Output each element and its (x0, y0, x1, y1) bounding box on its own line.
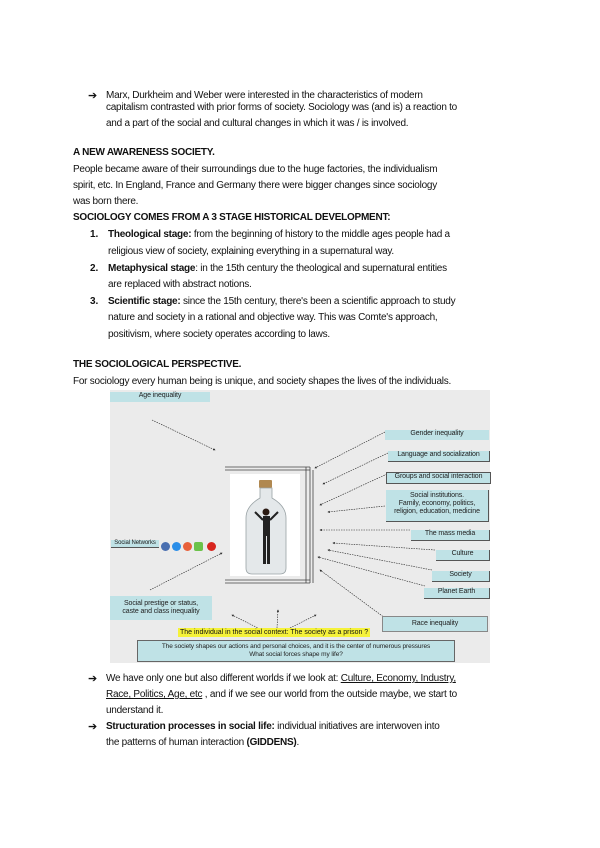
institutions-title: Social institutions. (409, 492, 465, 499)
summary-line: The society shapes our actions and personal choices, and it is the center of numerous pressures (161, 643, 431, 650)
paragraph-line: For sociology every human being is unique, and society shapes the lives of the individuals. (73, 376, 452, 387)
closing-line (106, 737, 299, 749)
prestige-line: Social prestige or status, (123, 600, 199, 607)
stage-term: Metaphysical stage (108, 263, 196, 274)
stage-term: Scientific stage: (108, 296, 181, 307)
closing-line (106, 721, 440, 733)
bold-term: (GIDDENS) (246, 737, 297, 748)
diagram-caption: The individual in the social context: The society as a prison ? (180, 629, 369, 636)
stage-term: Theological stage: (108, 229, 192, 240)
stage-text: : in the 15th century the theological and supernatural entities (195, 263, 447, 274)
label-age-inequality: Age inequality (110, 392, 210, 402)
bold-term: Structuration processes in social life: (106, 721, 275, 732)
sociology-prison-diagram (110, 390, 490, 663)
list-number: 1. (90, 229, 99, 240)
social-network-icon (161, 542, 170, 551)
stage-text: since the 15th century, there's been a scientific approach to study (180, 296, 456, 307)
label-race-inequality: Race inequality (382, 616, 488, 632)
social-network-icon (183, 542, 192, 551)
section-heading: SOCIOLOGY COMES FROM A 3 STAGE HISTORICAL DEVELOPMENT: (73, 212, 391, 223)
label-culture: Culture (436, 550, 490, 561)
label-groups-interaction: Groups and social interaction (386, 472, 491, 484)
paragraph-line: People became aware of their surroundings due to the huge factories, the individualism (73, 164, 438, 175)
social-network-icon (172, 542, 181, 551)
text: We have only one but also different worlds if we look at: (106, 673, 341, 684)
label-mass-media: The mass media (411, 530, 490, 541)
list-item (108, 296, 455, 308)
text: individual initiatives are interwoven into (274, 721, 440, 732)
label-society: Society (432, 571, 490, 582)
list-item-line: are replaced with abstract notions. (108, 279, 252, 290)
intro-line: and a part of the social and cultural changes in which it was / is involved. (106, 118, 409, 129)
list-number: 3. (90, 296, 99, 307)
label-gender-inequality: Gender inequality (385, 430, 489, 440)
list-item-line: positivism, where society operates according to laws. (108, 329, 330, 340)
label-social-prestige (110, 596, 212, 620)
underlined-text: Race, Politics, Age, etc (106, 689, 203, 700)
institutions-line: Family, economy, politics, (398, 500, 476, 507)
section-heading: A NEW AWARENESS SOCIETY. (73, 147, 215, 158)
arrow-bullet-icon: ➔ (88, 673, 98, 685)
section-heading: THE SOCIOLOGICAL PERSPECTIVE. (73, 359, 242, 370)
stage-text: from the beginning of history to the middle ages people had a (191, 229, 450, 240)
list-item-line: nature and society in a rational and objective way. This was Comte's approach, (108, 312, 438, 323)
text: . (296, 737, 299, 748)
label-social-institutions (386, 490, 489, 522)
list-item-line: religious view of society, explaining everything in a supernatural way. (108, 246, 394, 257)
social-network-icon (194, 542, 203, 551)
intro-line: capitalism contrasted with prior forms of society. Sociology was (and is) a reaction to (106, 102, 457, 113)
institutions-line: religion, education, medicine (394, 508, 480, 515)
bottle-image (230, 474, 300, 576)
summary-line: What social forces shape my life? (249, 651, 343, 658)
label-planet-earth: Planet Earth (424, 588, 490, 599)
closing-line (106, 689, 457, 701)
label-language-socialization: Language and socialization (388, 451, 490, 462)
list-item (108, 263, 447, 275)
diagram-summary-box (137, 640, 455, 662)
paragraph-line: was born there. (73, 196, 139, 207)
text: the patterns of human interaction (106, 737, 247, 748)
label-social-networks: Social Networks (111, 540, 159, 548)
arrow-bullet-icon: ➔ (88, 721, 98, 733)
prestige-line: caste and class inequality (122, 608, 200, 615)
underlined-text: Culture, Economy, Industry, (340, 673, 456, 684)
closing-line (106, 673, 456, 685)
weibo-icon (207, 542, 216, 551)
closing-line: understand it. (106, 705, 164, 716)
arrow-bullet-icon: ➔ (88, 90, 98, 102)
list-number: 2. (90, 263, 99, 274)
intro-line: Marx, Durkheim and Weber were interested in the characteristics of modern (106, 90, 423, 101)
paragraph-line: spirit, etc. In England, France and Germany there were bigger changes since sociology (73, 180, 437, 191)
text: , and if we see our world from the outside maybe, we start to (202, 689, 457, 700)
list-item (108, 229, 450, 241)
